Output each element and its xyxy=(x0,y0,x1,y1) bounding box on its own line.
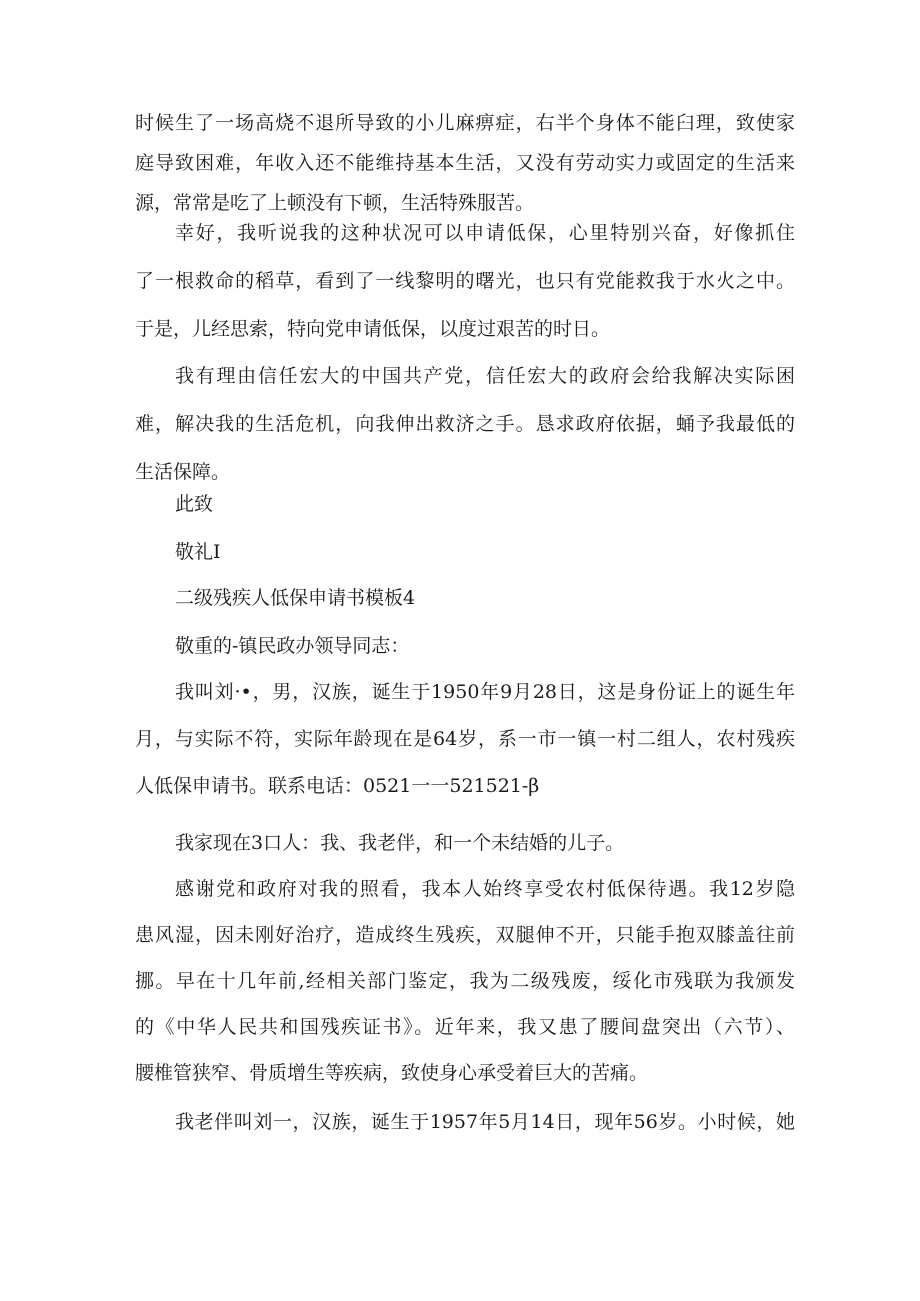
text-line: 我老伴叫刘一，汉族，诞生于1957年5月14日，现年56岁。小时候，她 xyxy=(175,1111,795,1133)
paragraph-illness-continuation xyxy=(135,103,795,223)
paragraph-apply-lowincome xyxy=(135,213,795,349)
text-line: 我有理由信任宏大的中国共产党，信任宏大的政府会给我解决实际困 xyxy=(175,365,795,387)
text-line: 庭导致困难，年收入还不能维持基本生活，又没有劳动实力或固定的生活来 xyxy=(135,152,795,174)
text-line: 时候生了一场高烧不退所导致的小儿麻痹症，右半个身体不能臼理，致使家 xyxy=(135,112,795,134)
text-line: 腰椎管狭窄、骨质增生等疾病，致使身心承受着巨大的苦痛。 xyxy=(135,1062,649,1084)
text-line: 感谢党和政府对我的照看，我本人始终享受农村低保待遇。我12岁隐 xyxy=(175,878,795,900)
text-line: 生活保障。 xyxy=(135,461,231,483)
text-line: 的《中华人民共和国残疾证书》。近年来，我又患了腰间盘突出（六节）、 xyxy=(135,1016,795,1038)
text-line: 于是，儿经思索，特向党申请低保，以度过艰苦的时日。 xyxy=(135,318,611,340)
paragraph-disability-history xyxy=(135,869,795,1093)
paragraph-trust-government xyxy=(135,356,795,492)
text-line: 人低保申请书。联系电话：0521一一521521-β xyxy=(135,775,540,797)
greeting-line: 敬重的-镇民政办领导同志： xyxy=(175,635,410,657)
text-line: 我叫刘·•，男，汉族，诞生于1950年9月28日，这是身份证上的诞生年 xyxy=(175,681,795,703)
text-line: 源，常常是吃了上顿没有下顿，生活特殊服苦。 xyxy=(135,192,535,214)
text-line: 难，解决我的生活危机，向我伸出救济之手。恳求政府依据，蛹予我最低的 xyxy=(135,413,795,435)
text-line: 月，与实际不符，实际年龄现在是64岁，系一市一镇一村二组人，农村残疾 xyxy=(135,728,795,750)
template-heading: 二级残疾人低保申请书模板4 xyxy=(175,587,416,609)
text-line: 挪。早在十几年前,经相关部门鉴定，我为二级残废，绥化市残联为我颁发 xyxy=(135,970,795,992)
text-line: 幸好，我听说我的这种状况可以申请低保，心里特别兴奋，好像抓住 xyxy=(175,222,795,244)
salutation-cizhi: 此致 xyxy=(175,493,214,515)
family-size-line: 我家现在3口人：我、我老伴，和一个未结婚的儿子。 xyxy=(175,832,625,854)
text-line: 患风湿，因未刚好治疗，造成终生残疾，双腿伸不开，只能手抱双膝盖往前 xyxy=(135,924,795,946)
paragraph-self-introduction xyxy=(135,672,795,806)
paragraph-spouse-info xyxy=(135,1102,795,1142)
text-line: 了一根救命的稻草，看到了一线黎明的曙光，也只有党能救我于水火之中。 xyxy=(135,270,795,292)
salutation-jingli: 敬礼I xyxy=(175,541,221,563)
